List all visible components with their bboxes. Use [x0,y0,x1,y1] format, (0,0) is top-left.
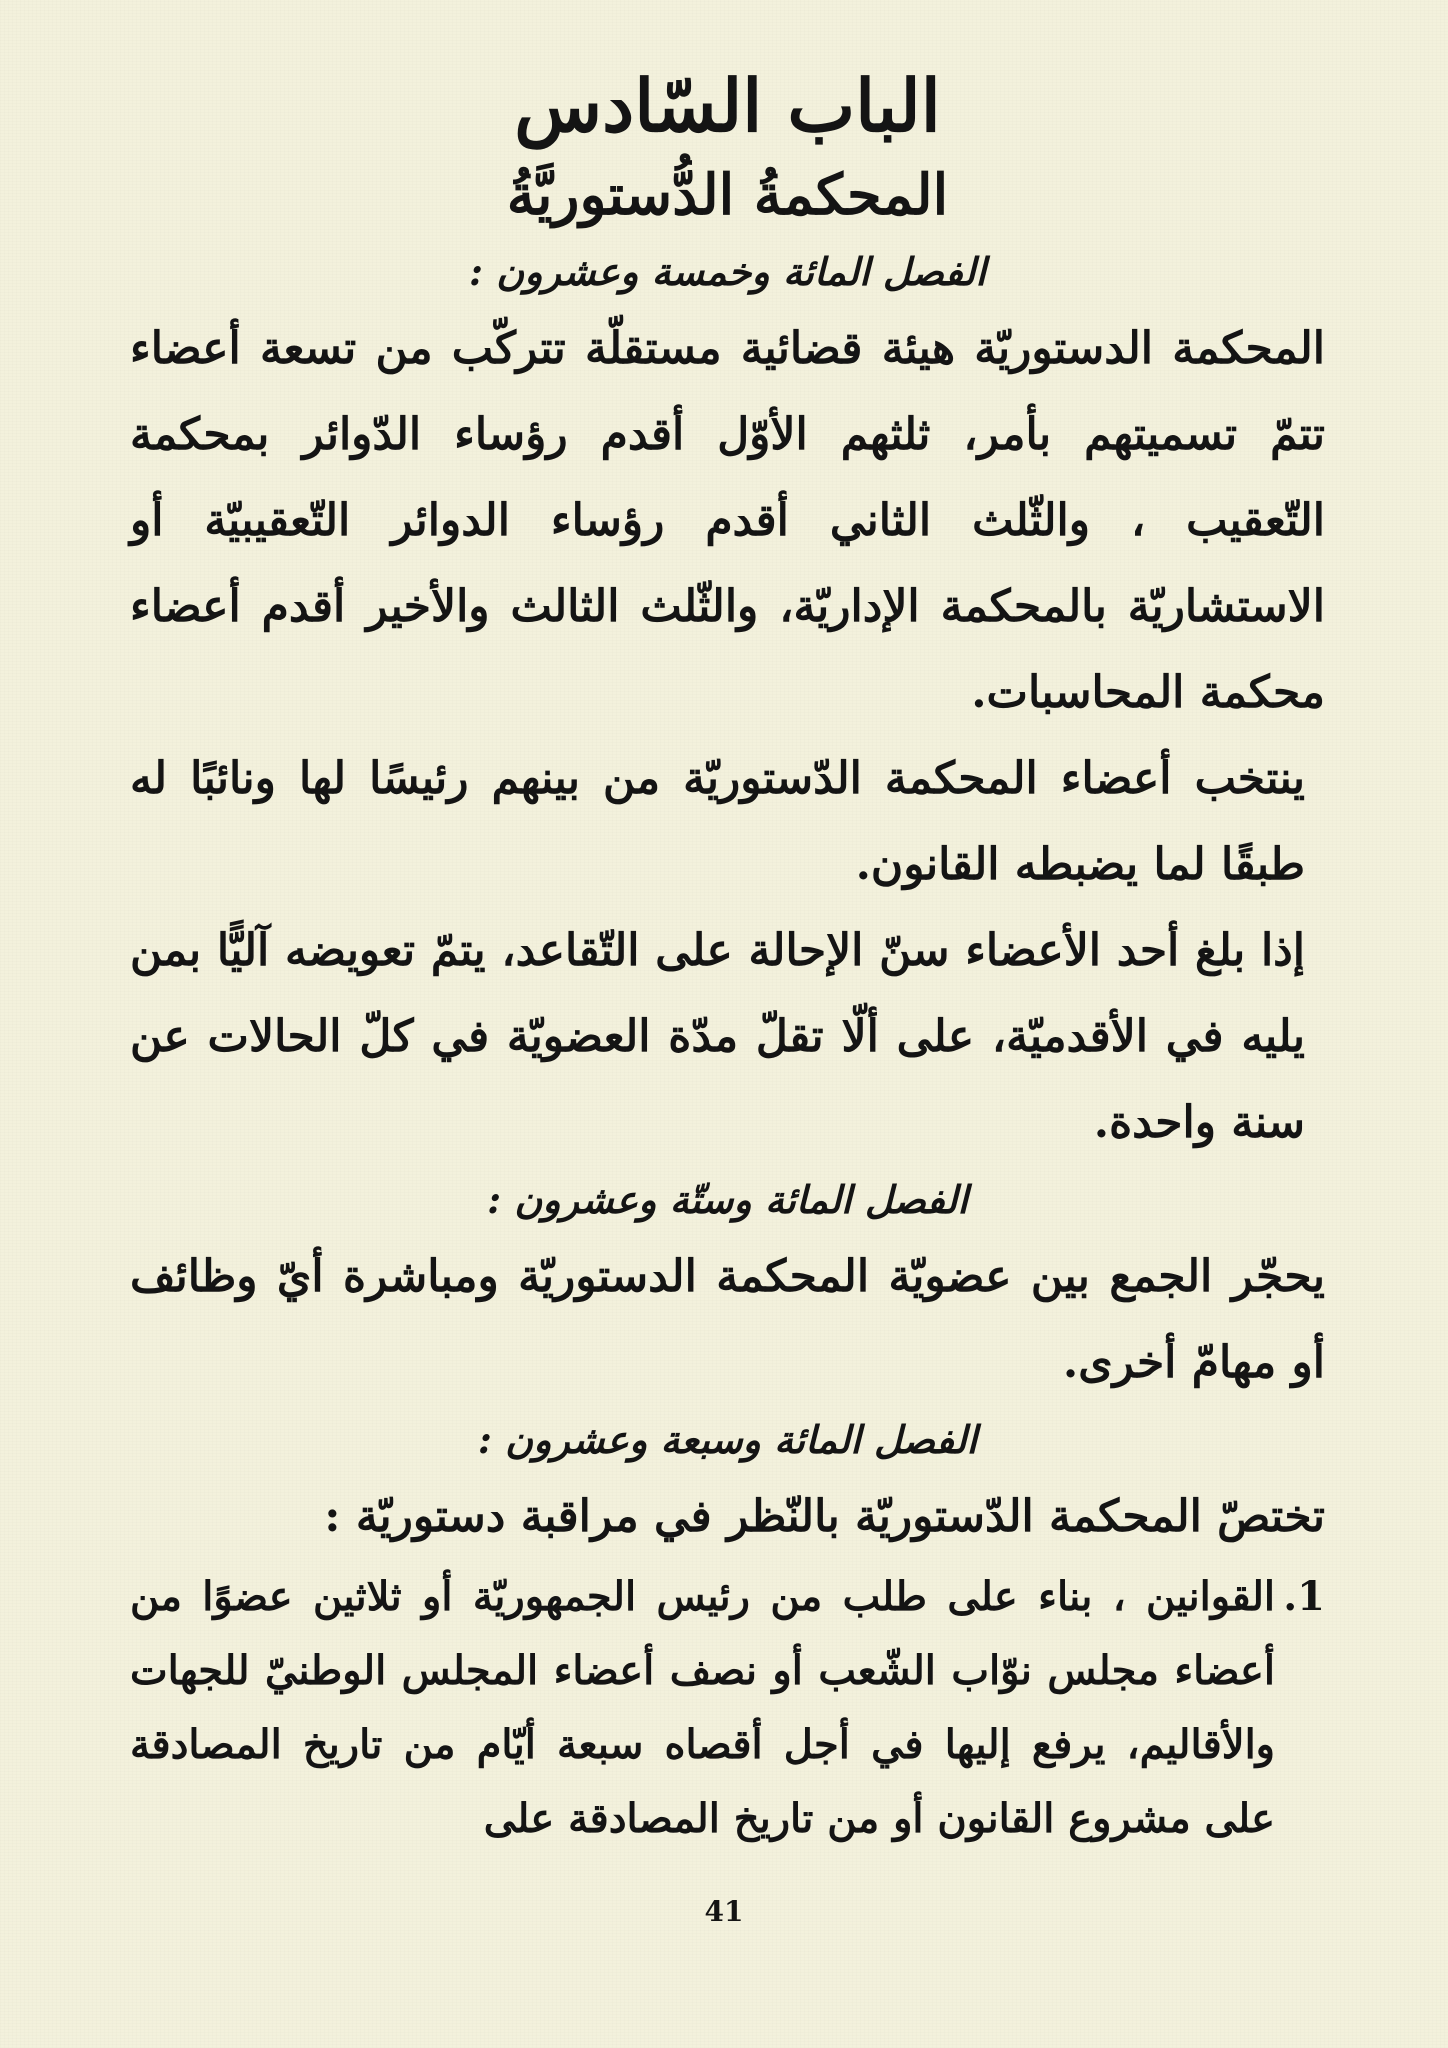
page-number: 41 [704,1895,744,1928]
chapter-subtitle: المحكمةُ الدُّستوريَّةُ [506,162,949,228]
chapter-title: الباب السّادس [514,63,941,148]
article-heading: الفصل المائة وستّة وعشرون : [487,1177,968,1222]
article-heading: الفصل المائة وسبعة وعشرون : [477,1417,978,1462]
article-127 [130,1410,1325,1856]
list-item-text: القوانين ، بناء على طلب من رئيس الجمهوريّة أو ثلاثين عضوًا من أعضاء مجلس نوّاب الشّعب أو نصف أعضاء المجلس الوطنيّ للجهات والأقاليم، يرفع إليها في أجل أقصاه سبعة أيّام من تاريخ المصادقة على مشروع القانون أو من تاريخ المصادقة على [130,1573,1275,1842]
article-heading: الفصل المائة وخمسة وعشرون : [469,249,986,294]
article-paragraph: ينتخب أعضاء المحكمة الدّستوريّة من بينهم رئيسًا لها ونائبًا له طبقًا لما يضبطه القانون. [130,753,1305,890]
article-paragraph: المحكمة الدستوريّة هيئة قضائية مستقلّة تتركّب من تسعة أعضاء تتمّ تسميتهم بأمر، ثلثهم الأوّل أقدم رؤساء الدّوائر بمحكمة التّعقيب ، والثّلث الثاني أقدم رؤساء الدوائر التّعقيبيّة أو الاستشاريّة بالمحكمة الإداريّة، والثّلث الثالث والأخير أقدم أعضاء محكمة المحاسبات. [130,323,1325,718]
article-paragraph: يحجّر الجمع بين عضويّة المحكمة الدستوريّة ومباشرة أيّ وظائف أو مهامّ أخرى. [130,1251,1325,1388]
list-item [130,1560,1325,1856]
article-125 [130,242,1325,1166]
article-paragraph: إذا بلغ أحد الأعضاء سنّ الإحالة على التّقاعد، يتمّ تعويضه آليًّا بمن يليه في الأقدميّة، على ألّا تقلّ مدّة العضويّة في كلّ الحالات عن سنة واحدة. [130,925,1305,1148]
article-126 [130,1170,1325,1406]
list-item-number: 1. [1283,1573,1325,1620]
article-paragraph: تختصّ المحكمة الدّستوريّة بالنّظر في مراقبة دستوريّة : [324,1491,1325,1542]
page-content [130,58,1325,1856]
